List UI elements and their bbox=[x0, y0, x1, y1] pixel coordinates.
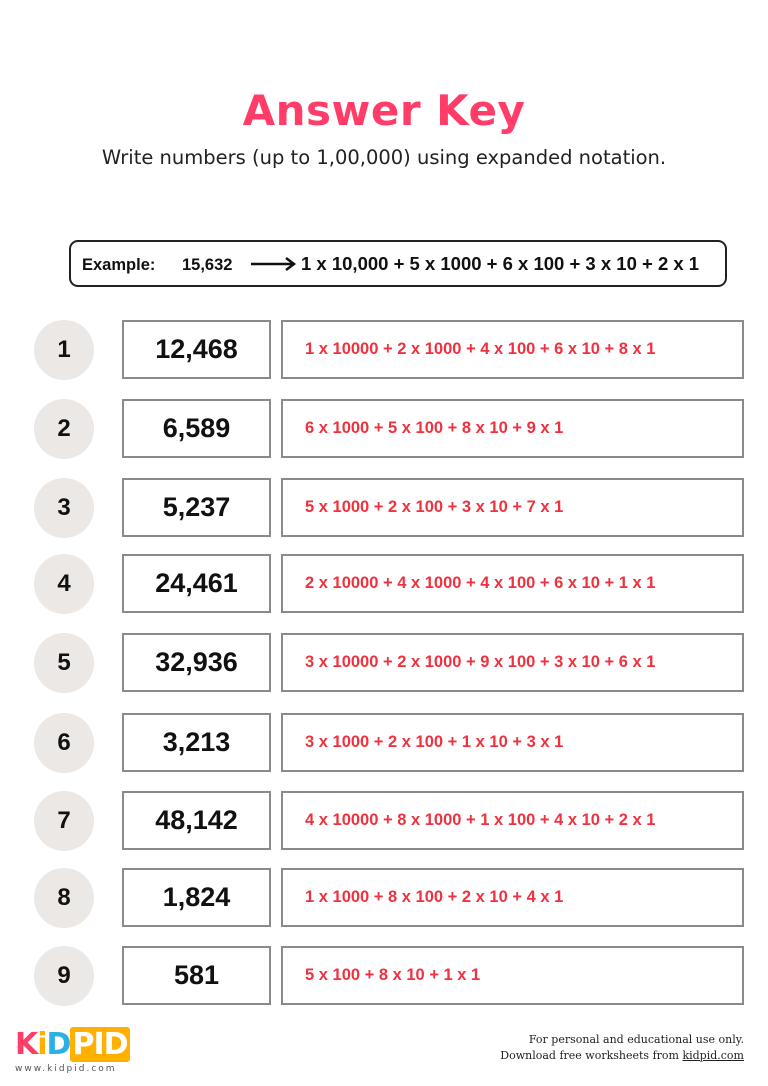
number-box: 6,589 bbox=[122, 399, 271, 458]
number-box: 48,142 bbox=[122, 791, 271, 850]
number-box: 3,213 bbox=[122, 713, 271, 772]
question-number-circle: 7 bbox=[34, 791, 94, 851]
answer-box: 1 x 1000 + 8 x 100 + 2 x 10 + 4 x 1 bbox=[281, 868, 744, 927]
example-box bbox=[69, 240, 727, 287]
footer-line-download: Download free worksheets from kidpid.com bbox=[500, 1049, 744, 1062]
question-number-circle: 1 bbox=[34, 320, 94, 380]
answer-box: 6 x 1000 + 5 x 100 + 8 x 10 + 9 x 1 bbox=[281, 399, 744, 458]
question-number-circle: 8 bbox=[34, 868, 94, 928]
answer-box: 3 x 1000 + 2 x 100 + 1 x 10 + 3 x 1 bbox=[281, 713, 744, 772]
arrow-right-icon bbox=[249, 252, 299, 272]
question-number-circle: 6 bbox=[34, 713, 94, 773]
footer-note bbox=[500, 1032, 744, 1064]
answer-box: 2 x 10000 + 4 x 1000 + 4 x 100 + 6 x 10 + 1 x 1 bbox=[281, 554, 744, 613]
question-number-circle: 5 bbox=[34, 633, 94, 693]
question-number-circle: 9 bbox=[34, 946, 94, 1006]
example-number: 15,632 bbox=[182, 256, 233, 274]
example-expansion: 1 x 10,000 + 5 x 1000 + 6 x 100 + 3 x 10 + 2 x 1 bbox=[301, 253, 700, 274]
answer-box: 3 x 10000 + 2 x 1000 + 9 x 100 + 3 x 10 + 6 x 1 bbox=[281, 633, 744, 692]
answer-box: 1 x 10000 + 2 x 1000 + 4 x 100 + 6 x 10 + 8 x 1 bbox=[281, 320, 744, 379]
question-number-circle: 3 bbox=[34, 478, 94, 538]
question-number-circle: 4 bbox=[34, 554, 94, 614]
answer-box: 5 x 100 + 8 x 10 + 1 x 1 bbox=[281, 946, 744, 1005]
kidpid-link[interactable]: kidpid.com bbox=[682, 1049, 744, 1062]
page-title: Answer Key bbox=[242, 86, 526, 135]
kidpid-logo: KiDPID www.kidpid.com bbox=[15, 1027, 128, 1074]
example-label: Example: bbox=[82, 256, 156, 274]
question-number-circle: 2 bbox=[34, 399, 94, 459]
number-box: 32,936 bbox=[122, 633, 271, 692]
number-box: 1,824 bbox=[122, 868, 271, 927]
instructions-text: Write numbers (up to 1,00,000) using expanded notation. bbox=[101, 146, 667, 169]
number-box: 12,468 bbox=[122, 320, 271, 379]
number-box: 5,237 bbox=[122, 478, 271, 537]
number-box: 581 bbox=[122, 946, 271, 1005]
answer-box: 5 x 1000 + 2 x 100 + 3 x 10 + 7 x 1 bbox=[281, 478, 744, 537]
footer-line-usage: For personal and educational use only. bbox=[528, 1033, 744, 1046]
answer-box: 4 x 10000 + 8 x 1000 + 1 x 100 + 4 x 10 + 2 x 1 bbox=[281, 791, 744, 850]
number-box: 24,461 bbox=[122, 554, 271, 613]
logo-url: www.kidpid.com bbox=[15, 1064, 117, 1074]
